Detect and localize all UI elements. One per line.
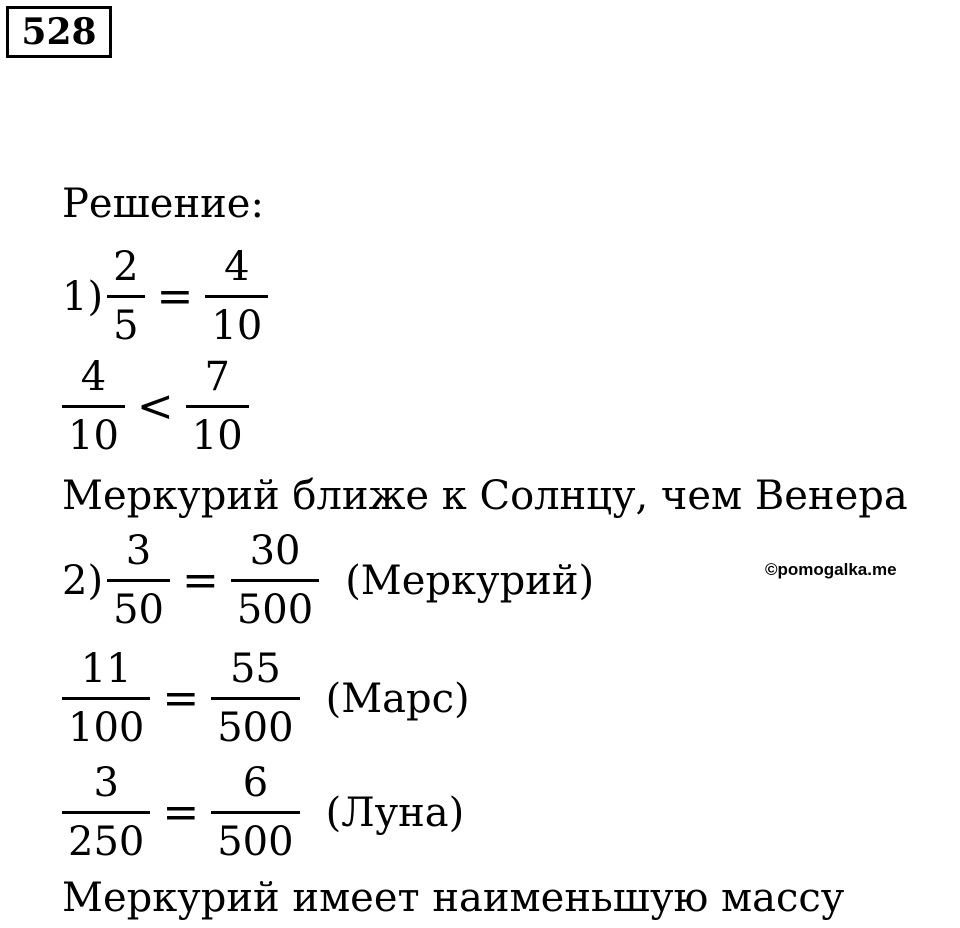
conclusion-1: Меркурий ближе к Солнцу, чем Венера [62,473,908,519]
step2-equation [62,526,594,635]
numerator: 55 [229,646,281,692]
fraction [62,758,150,867]
numerator: 2 [113,244,139,290]
fraction [205,242,268,351]
moon-equation [58,758,464,867]
numerator: 6 [242,760,269,806]
numerator: 7 [204,354,230,400]
comparison [58,352,253,461]
step1-equation [62,242,272,351]
denominator: 5 [113,303,139,349]
denominator: 250 [68,819,145,865]
denominator: 10 [68,413,119,459]
fraction-bar [62,697,150,700]
fraction [211,644,299,753]
equals-sign: = [162,787,200,838]
fraction-bar [205,295,268,298]
watermark: ©pomogalka.me [765,560,897,579]
equals-sign: = [162,673,200,724]
mars-equation [58,644,470,753]
numerator: 3 [93,760,119,806]
less-than-sign: < [136,381,174,432]
fraction-bar [107,295,144,298]
denominator: 10 [191,413,243,459]
numerator: 4 [224,244,250,290]
numerator: 30 [249,528,301,574]
fraction-bar [211,811,299,814]
fraction-bar [62,811,150,814]
denominator: 500 [217,705,294,751]
fraction-bar [186,405,249,408]
fraction [62,352,125,461]
fraction [107,526,170,635]
denominator: 100 [68,705,145,751]
denominator: 50 [113,587,164,633]
mercury-note: (Меркурий) [345,557,595,604]
step2-label: 2) [62,557,104,604]
numerator: 11 [80,646,132,692]
equals-sign: = [181,555,219,606]
moon-note: (Луна) [325,789,465,836]
denominator: 10 [211,303,263,349]
task-number: 528 [21,11,97,53]
fraction [107,242,144,351]
numerator: 4 [80,354,107,400]
fraction [62,644,150,753]
task-number-box [6,6,112,58]
denominator: 500 [217,819,294,865]
step1-label: 1) [62,273,104,320]
equals-sign: = [156,271,194,322]
numerator: 3 [125,528,152,574]
fraction [211,758,299,867]
fraction-bar [211,697,299,700]
fraction [231,526,319,635]
fraction [186,352,249,461]
mars-note: (Марс) [325,675,470,722]
solution-heading: Решение: [62,181,264,227]
fraction-bar [231,579,319,582]
fraction-bar [107,579,170,582]
denominator: 500 [236,587,314,633]
fraction-bar [62,405,125,408]
conclusion-2: Меркурий имеет наименьшую массу [62,875,845,921]
